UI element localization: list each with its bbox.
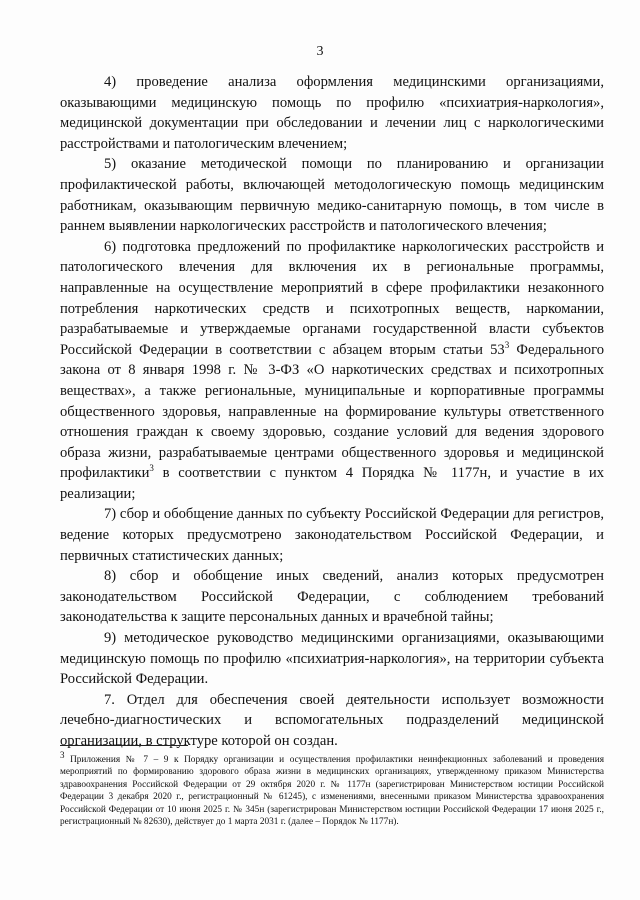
list-item-6 <box>60 237 604 505</box>
footnote-marker: 3 <box>60 749 65 760</box>
list-item-7-text: 7) сбор и обобщение данных по субъекту Российской Федерации для регистров, ведение которых предусмотрено законодательством Российской Федерации, и первичных статистических данных; <box>60 506 604 564</box>
footnote-reference-2: 3 <box>149 463 154 474</box>
list-item-8 <box>60 566 604 628</box>
document-body <box>60 72 604 752</box>
list-item-6-text-start: 6) подготовка предложений по профилактике наркологических расстройств и патологического влечения для включения их в региональные программы, направленные на осуществление мероприятий в сфере профилактики незаконного потребления наркотических средств и психотропных веществ, наркомании, разрабатываемые и утверждаемые органами государственной власти субъектов Российской Федерации в соответствии с абзацем вторым статьи 53 <box>60 238 604 358</box>
page-number: 3 <box>316 44 324 59</box>
list-item-8-text: 8) сбор и обобщение иных сведений, анализ которых предусмотрен законодательством Российской Федерации, с соблюдением требований законодательства к защите персональных данных и врачебной тайны; <box>60 568 604 626</box>
footnote-divider <box>60 745 188 746</box>
section-7-text: 7. Отдел для обеспечения своей деятельности использует возможности лечебно-диагностических и вспомогательных подразделений медицинской организации, в структуре которой он создан. <box>60 691 604 749</box>
list-item-6-text-middle: Федерального закона от 8 января 1998 г. № 3-ФЗ «О наркотических средствах и психотропных веществах», а также региональные, муниципальные и корпоративные программы общественного здоровья, направленные на формирование культуры ответственного отношения граждан к своему здоровью, создание условий для ведения здорового образа жизни, разрабатываемые центрами общественного здоровья и медицинской профилактики <box>60 341 605 482</box>
list-item-9 <box>60 628 604 690</box>
list-item-4 <box>60 72 604 154</box>
section-7-paragraph <box>60 690 604 752</box>
footnote <box>60 749 604 828</box>
list-item-4-text: 4) проведение анализа оформления медицинскими организациями, оказывающими медицинскую помощь по профилю «психиатрия-наркология», медицинской документации при обследовании и лечении лиц с наркологическими расстройствами и патологическим влечением; <box>60 74 604 152</box>
footnote-reference-1: 3 <box>504 339 510 350</box>
list-item-5-text: 5) оказание методической помощи по планированию и организации профилактической работы, включающей методологическую помощь медицинским работникам, оказывающим первичную медико-санитарную помощь, в том числе в раннем выявлении наркологических расстройств и патологического влечения; <box>60 156 604 235</box>
footnote-paragraph <box>60 749 604 828</box>
list-item-6-text-end: в соответствии с пунктом 4 Порядка № 1177н, и участие в их реализации; <box>60 465 604 502</box>
list-item-9-text: 9) методическое руководство медицинскими организациями, оказывающими медицинскую помощь по профилю «психиатрия-наркология», на территории субъекта Российской Федерации. <box>60 630 604 688</box>
footnote-text: Приложения № 7 – 9 к Порядку организации и осуществления профилактики неинфекционных заболеваний и проведения мероприятий по формированию здорового образа жизни в медицинских организациях, утвержденному приказом Министерства здравоохранения Российской Федерации от 29 октября 2020 г. № 1177н (зарегистрирован Министерством юстиции Российской Федерации 3 декабря 2020 г., регистрационный № 61245), с изменениями, внесенными приказом Министерства здравоохранения Российской Федерации от 10 июня 2025 г. № 345н (зарегистрирован Министерством юстиции Российской Федерации 17 июня 2025 г., регистрационный № 82630), действует до 1 марта 2031 г. (далее – Порядок № 1177н). <box>60 755 604 828</box>
list-item-5 <box>60 154 604 236</box>
list-item-7 <box>60 504 604 566</box>
